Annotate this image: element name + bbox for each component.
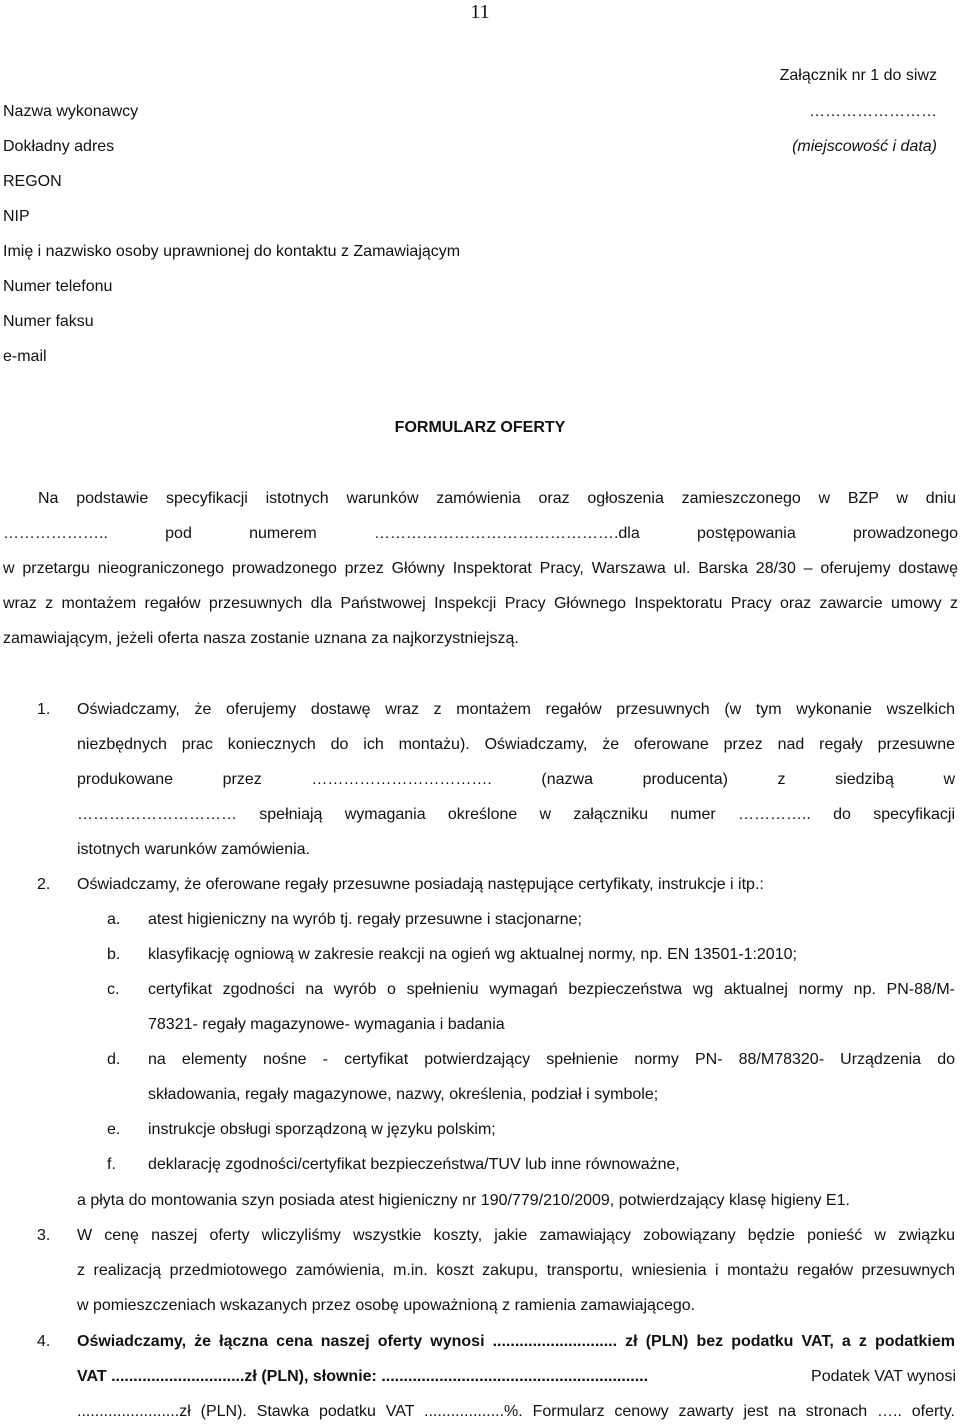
item-line: produkowane przez ……………………………. (nazwa producenta) z siedzibą w: [77, 771, 955, 788]
sub-line: instrukcje obsługi sporządzoną w języku polskim;: [148, 1121, 496, 1138]
item-number: 1.: [37, 701, 51, 718]
intro-line: w przetargu nieograniczonego prowadzonego przez Główny Inspektorat Pracy, Warszawa ul. Barska 28/30 – oferujemy dostawę: [3, 560, 958, 577]
intro-line: Na podstawie specyfikacji istotnych warunków zamówienia oraz ogłoszenia zamieszczonego w BZP w dniu: [38, 490, 956, 507]
item-line: ………………………… spełniają wymagania określone w załączniku numer ………….. do specyfikacji: [77, 806, 955, 823]
price-statement: Oświadczamy, że łączna cena naszej oferty wynosi ............................ zł (PLN) bez podatku VAT, a z podatkiem: [77, 1333, 955, 1350]
page-number: 11: [470, 1, 490, 23]
item-line: Oświadczamy, że oferujemy dostawę wraz z montażem regałów przesuwnych (w tym wykonanie wszelkich: [77, 701, 955, 718]
item-line: istotnych warunków zamówienia.: [77, 841, 310, 858]
sub-letter: b.: [107, 946, 121, 963]
intro-line: ……………….. pod numerem ……………………………………….dla postępowania prowadzonego: [3, 525, 958, 542]
item-number: 4.: [37, 1333, 51, 1350]
vat-amount-line: VAT ..............................zł (PLN), słownie: ............................................................: [77, 1368, 649, 1385]
intro-line: wraz z montażem regałów przesuwnych dla Państwowej Inspekcji Pracy Głównego Inspektoratu Pracy oraz zawarcie umowy z: [3, 595, 958, 612]
vat-rate-line: .......................zł (PLN). Stawka podatku VAT ..................%. Formularz cenowy zawarty jest na stronach ….. oferty.: [77, 1403, 955, 1420]
contractor-address-label: Dokładny adres: [3, 138, 115, 155]
item-line: niezbędnych prac koniecznych do ich montażu). Oświadczamy, że oferowane przez nad regały przesuwne: [77, 736, 955, 753]
regon-label: REGON: [3, 173, 62, 190]
vat-tax-label: Podatek VAT wynosi: [811, 1368, 956, 1385]
sub-line: 78321- regały magazynowe- wymagania i badania: [148, 1016, 505, 1033]
phone-label: Numer telefonu: [3, 278, 113, 295]
email-label: e-mail: [3, 348, 47, 365]
sub-letter: f.: [107, 1156, 116, 1173]
sub-line: certyfikat zgodności na wyrób o spełnieniu wymagań bezpieczeństwa wg aktualnej normy np. PN-88/M-: [148, 981, 955, 998]
sub-letter: a.: [107, 911, 121, 928]
sub-line: na elementy nośne - certyfikat potwierdzający spełnienie normy PN- 88/M78320- Urządzenia do: [148, 1051, 955, 1068]
item-line: Oświadczamy, że oferowane regały przesuwne posiadają następujące certyfikaty, instrukcje i itp.:: [77, 876, 764, 893]
item-line: z realizacją przedmiotowego zamówienia, m.in. koszt zakupu, transportu, wniesienia i montażu regałów przesuwnych: [77, 1262, 955, 1279]
intro-line: zamawiającym, jeżeli oferta nasza zostanie uznana za najkorzystniejszą.: [3, 630, 519, 647]
item-line: W cenę naszej oferty wliczyliśmy wszystkie koszty, jakie zamawiający zobowiązany będzie ponieść w związku: [77, 1227, 955, 1244]
attachment-label: Załącznik nr 1 do siwz: [779, 67, 937, 84]
place-date-field[interactable]: ……………………: [809, 103, 937, 120]
fax-label: Numer faksu: [3, 313, 94, 330]
sub-letter: c.: [107, 981, 120, 998]
item-number: 3.: [37, 1227, 51, 1244]
item-line: w pomieszczeniach wskazanych przez osobę upoważnioną z ramienia zamawiającego.: [77, 1297, 696, 1314]
place-date-label: (miejscowość i data): [792, 138, 937, 155]
contractor-name-label: Nazwa wykonawcy: [3, 103, 139, 120]
sub-letter: d.: [107, 1051, 121, 1068]
contact-person-label: Imię i nazwisko osoby uprawnionej do kontaktu z Zamawiającym: [3, 243, 461, 260]
sub-line: klasyfikację ogniową w zakresie reakcji na ogień wg aktualnej normy, np. EN 13501-1:2010;: [148, 946, 797, 963]
sub-line: deklarację zgodności/certyfikat bezpieczeństwa/TUV lub inne równoważne,: [148, 1156, 680, 1173]
sub-letter: e.: [107, 1121, 121, 1138]
item-closing: a płyta do montowania szyn posiada atest higieniczny nr 190/779/210/2009, potwierdzający klasę higieny E1.: [77, 1192, 850, 1209]
nip-label: NIP: [3, 208, 30, 225]
item-number: 2.: [37, 876, 51, 893]
sub-line: składowania, regały magazynowe, nazwy, określenia, podział i symbole;: [148, 1086, 659, 1103]
form-title: FORMULARZ OFERTY: [394, 419, 566, 436]
sub-line: atest higieniczny na wyrób tj. regały przesuwne i stacjonarne;: [148, 911, 582, 928]
